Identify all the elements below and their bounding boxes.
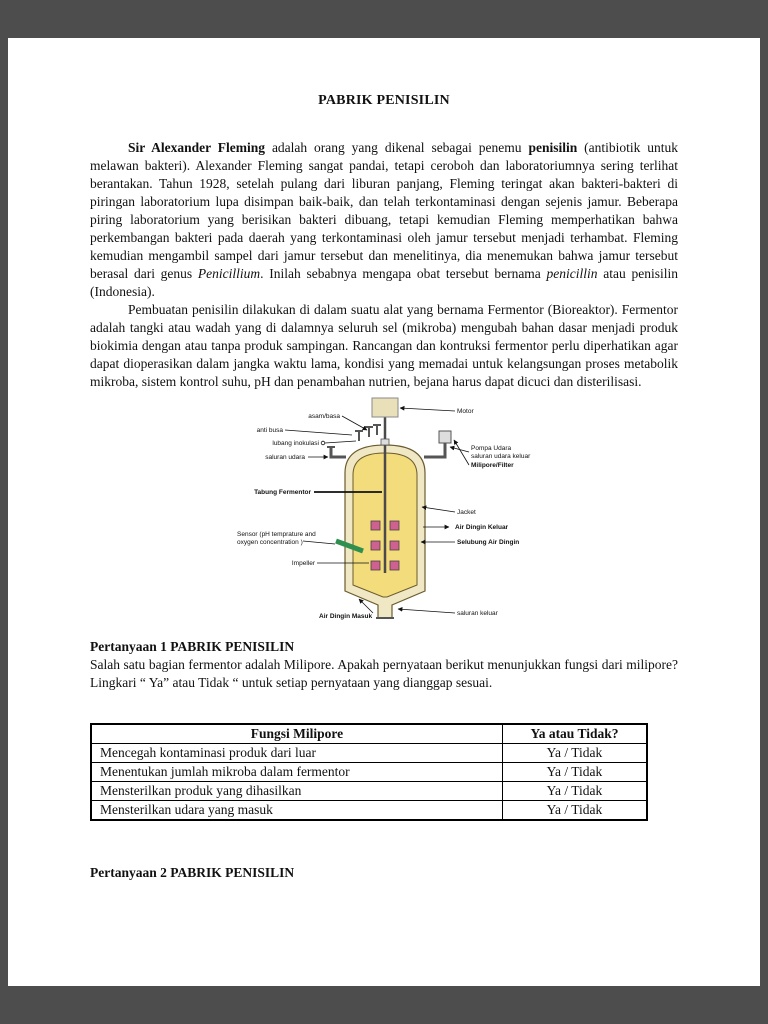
choice-cell: Ya / Tidak [502,763,647,782]
table-header-row [91,724,647,744]
choice-cell: Ya / Tidak [502,782,647,801]
label-sensor-line2: oxygen concentration ) [237,539,303,546]
choice-cell: Ya / Tidak [502,801,647,821]
fungsi-cell: Mensterilkan produk yang dihasilkan [91,782,502,801]
document-title: PABRIK PENISILIN [318,93,450,108]
label-saluran-udara: saluran udara [265,454,305,461]
question2-heading: Pertanyaan 2 PABRIK PENISILIN [90,865,295,880]
air-outlet-pipe [424,443,445,457]
label-air-dingin-masuk: Air Dingin Masuk [319,613,373,620]
label-impeller: Impeller [291,560,315,567]
fermentor-diagram [235,395,570,630]
label-jacket: Jacket [457,509,476,516]
label-sensor-line1: Sensor (pH temprature and [237,531,316,538]
label-selubung-air-dingin: Selubung Air Dingin [457,539,520,546]
table-header-fungsi: Fungsi Milipore [91,724,502,744]
label-pompa-udara: Pompa Udara [471,445,512,452]
question1-intro: Salah satu bagian fermentor adalah Milipore. Apakah pernyataan berikut menunjukkan fungsi dari milipore? Lingkari “ Ya” atau Tidak “ untuk setiap pernyataan yang dianggap sesuai. [90,657,678,690]
table-header-ya-tidak: Ya atau Tidak? [502,724,647,744]
top-nozzles [355,425,381,441]
fungsi-cell: Mencegah kontaminasi produk dari luar [91,744,502,763]
motor-box [372,398,398,417]
choice-cell: Ya / Tidak [502,744,647,763]
milipore-filter-box [439,431,451,443]
document-page [8,38,760,986]
table-row [91,801,647,821]
question1-heading: Pertanyaan 1 PABRIK PENISILIN [90,639,295,654]
fermentor-diagram-svg [235,395,570,630]
shaft-collar [381,439,389,445]
label-milipore-filter: Milipore/Filter [471,462,514,469]
air-inlet-pipe [331,447,346,457]
paragraph-fleming: Sir Alexander Fleming adalah orang yang dikenal sebagai penemu penisilin (antibiotik untuk melawan bakteri). Alexander Fleming sangat pandai, tetapi ceroboh dan laboratoriumnya sering terlihat berantakan. Tahun 1928, setelah pulang dari liburan panjang, Fleming teringat akan bakteri-bakteri di piringan laboratorium lupa disimpan baik-baik, dan telah terkontaminasi dengan sejenis jamur. Beberapa piring laboratorium yang berisikan bakteri dibuang, tetapi kemudian Fleming memperhatikan bahwa perkembangan bakteri pada daerah yang terkontaminasi oleh jamur tersebut menjadi terhambat. Fleming kemudian mengambil sampel dari jamur tersebut dan menelitinya, dia menemukan bahwa jamur tersebut berasal dari genus Penicillium. Inilah sebabnya mengapa obat tersebut bernama penicillin atau penisilin (Indonesia). [90,140,678,299]
label-air-dingin-keluar: Air Dingin Keluar [455,524,509,531]
label-saluran-udara-keluar: saluran udara keluar [471,453,531,460]
table-row [91,782,647,801]
fungsi-cell: Menentukan jumlah mikroba dalam fermentor [91,763,502,782]
label-asam-basa: asam/basa [308,413,340,420]
label-lubang-inokulasi: lubang inokulasi [272,440,319,447]
table-row [91,744,647,763]
label-tabung-fermentor: Tabung Fermentor [254,489,311,496]
table-row [91,763,647,782]
label-motor: Motor [457,408,474,415]
fungsi-cell: Mensterilkan udara yang masuk [91,801,502,821]
label-anti-busa: anti busa [256,427,283,434]
paragraph-fermentor: Pembuatan penisilin dilakukan di dalam suatu alat yang bernama Fermentor (Bioreaktor). Fermentor adalah tangki atau wadah yang di dalamnya seluruh sel (mikroba) mengubah bahan dasar menjadi produk biokimia dengan atau tanpa produk sampingan. Rancangan dan kontruksi fermentor perlu diperhatikan agar dapat dioperasikan dalam jangka waktu lama, kondisi yang memadai untuk kelangsungan proses metabolik mikroba, sistem kontrol suhu, pH dan penambahan nutrien, bejana harus dapat dicuci dan disterilisasi. [90,302,678,389]
milipore-table [90,723,648,821]
label-saluran-keluar: saluran keluar [457,610,498,617]
